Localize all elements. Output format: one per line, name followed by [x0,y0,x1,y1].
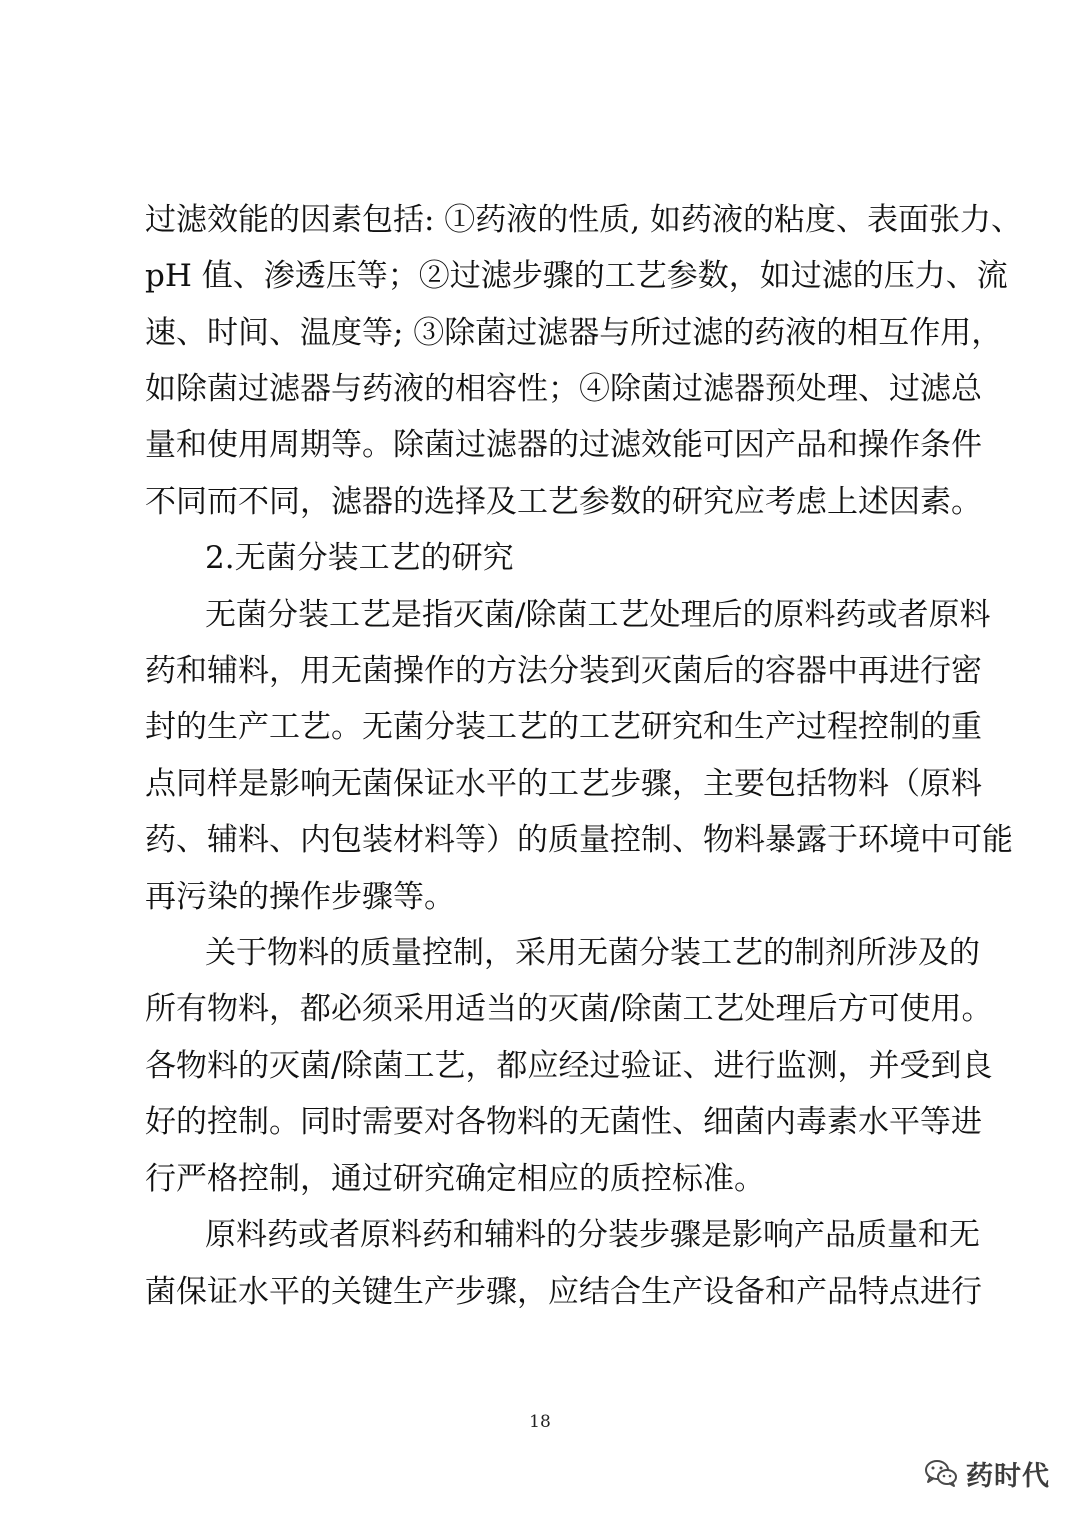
text-line: 药、辅料、内包装材料等）的质量控制、物料暴露于环境中可能 [145,822,1013,858]
text-line: 各物料的灭菌/除菌工艺，都应经过验证、进行监测，并受到良 [145,1048,993,1084]
text-line: 无菌分装工艺是指灭菌/除菌工艺处理后的原料药或者原料 [205,597,991,633]
text-line: 所有物料，都必须采用适当的灭菌/除菌工艺处理后方可使用。 [145,991,993,1027]
text-line: pH 值、渗透压等；②过滤步骤的工艺参数，如过滤的压力、流 [145,258,1008,294]
text-line: 不同而不同，滤器的选择及工艺参数的研究应考虑上述因素。 [145,484,982,520]
text-line: 药和辅料，用无菌操作的方法分装到灭菌后的容器中再进行密 [145,653,982,689]
text-line: 原料药或者原料药和辅料的分装步骤是影响产品质量和无 [205,1217,980,1253]
text-line: 如除菌过滤器与药液的相容性；④除菌过滤器预处理、过滤总 [145,371,982,407]
text-line: 点同样是影响无菌保证水平的工艺步骤，主要包括物料（原料 [145,766,982,802]
page-number: 18 [529,1412,551,1432]
text-line: 关于物料的质量控制，采用无菌分装工艺的制剂所涉及的 [205,935,980,971]
watermark-text: 药时代 [966,1460,1050,1492]
watermark [924,1448,1050,1498]
text-line: 量和使用周期等。除菌过滤器的过滤效能可因产品和操作条件 [145,427,982,463]
text-line: 过滤效能的因素包括: ①药液的性质, 如药液的粘度、表面张力、 [145,202,1023,238]
text-line: 封的生产工艺。无菌分装工艺的工艺研究和生产过程控制的重 [145,709,982,745]
section-heading: 2.无菌分装工艺的研究 [205,540,514,576]
text-line: 速、时间、温度等; ③除菌过滤器与所过滤的药液的相互作用， [145,315,1003,351]
text-line: 再污染的操作步骤等。 [145,879,455,915]
text-line: 行严格控制，通过研究确定相应的质控标准。 [145,1161,765,1197]
wechat-icon [924,1458,958,1488]
text-line: 好的控制。同时需要对各物料的无菌性、细菌内毒素水平等进 [145,1104,982,1140]
text-line: 菌保证水平的关键生产步骤，应结合生产设备和产品特点进行 [145,1274,982,1310]
